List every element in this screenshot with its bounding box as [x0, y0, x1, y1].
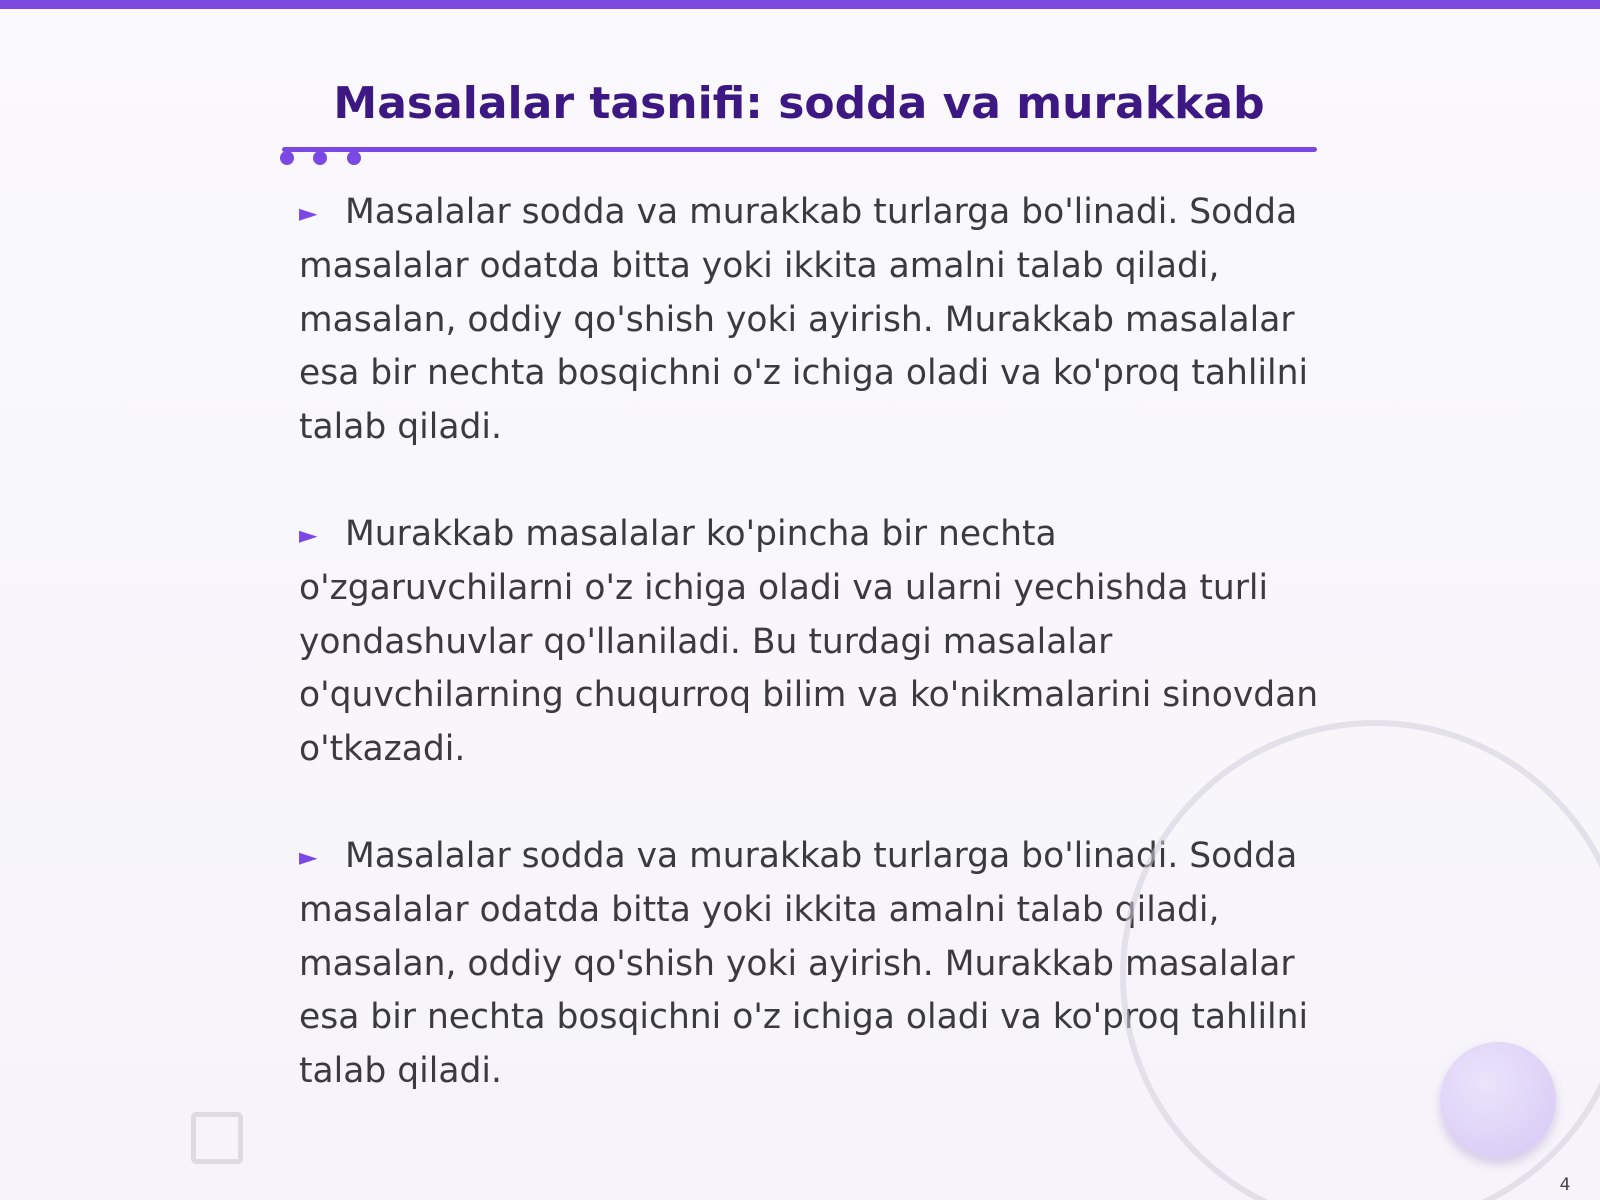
triangle-bullet-icon: ► [299, 521, 318, 550]
decorative-dot [313, 151, 327, 165]
bullet-text: Masalalar sodda va murakkab turlarga bo'linadi. Sodda masalalar odatda bitta yoki ikkita amalni talab qiladi, masalan, oddiy qo'shish yoki ayirish. Murakkab masalalar esa bir nechta bosqichni o'z ichiga oladi va ko'proq tahlilni talab qiladi. [299, 192, 1309, 447]
bullet-text: Murakkab masalalar ko'pincha bir nechta o'zgaruvchilarni o'z ichiga oladi va ularni yechishda turli yondashuvlar qo'llaniladi. Bu turdagi masalalar o'quvchilarning chuqurroq bilim va ko'nikmalarini sinovdan o'tkazadi. [299, 514, 1319, 769]
decorative-circle-filled [1440, 1042, 1556, 1158]
bullet-item [299, 186, 1319, 454]
top-accent-bar [0, 0, 1600, 9]
slide-title: Masalalar tasnifi: sodda va murakkab [333, 78, 1265, 129]
page-number: 4 [1559, 1175, 1571, 1195]
decorative-dot [347, 151, 361, 165]
decorative-dot [280, 151, 294, 165]
triangle-bullet-icon: ► [299, 199, 318, 227]
bullet-item [299, 508, 1319, 776]
title-underline [282, 147, 1317, 152]
bullet-text: Masalalar sodda va murakkab turlarga bo'linadi. Sodda masalalar odatda bitta yoki ikkita amalni talab qiladi, masalan, oddiy qo'shish yoki ayirish. Murakkab masalalar esa bir nechta bosqichni o'z ichiga oladi va ko'proq tahlilni talab qiladi. [299, 836, 1309, 1091]
decorative-square [191, 1112, 243, 1164]
triangle-bullet-icon: ► [299, 843, 318, 872]
